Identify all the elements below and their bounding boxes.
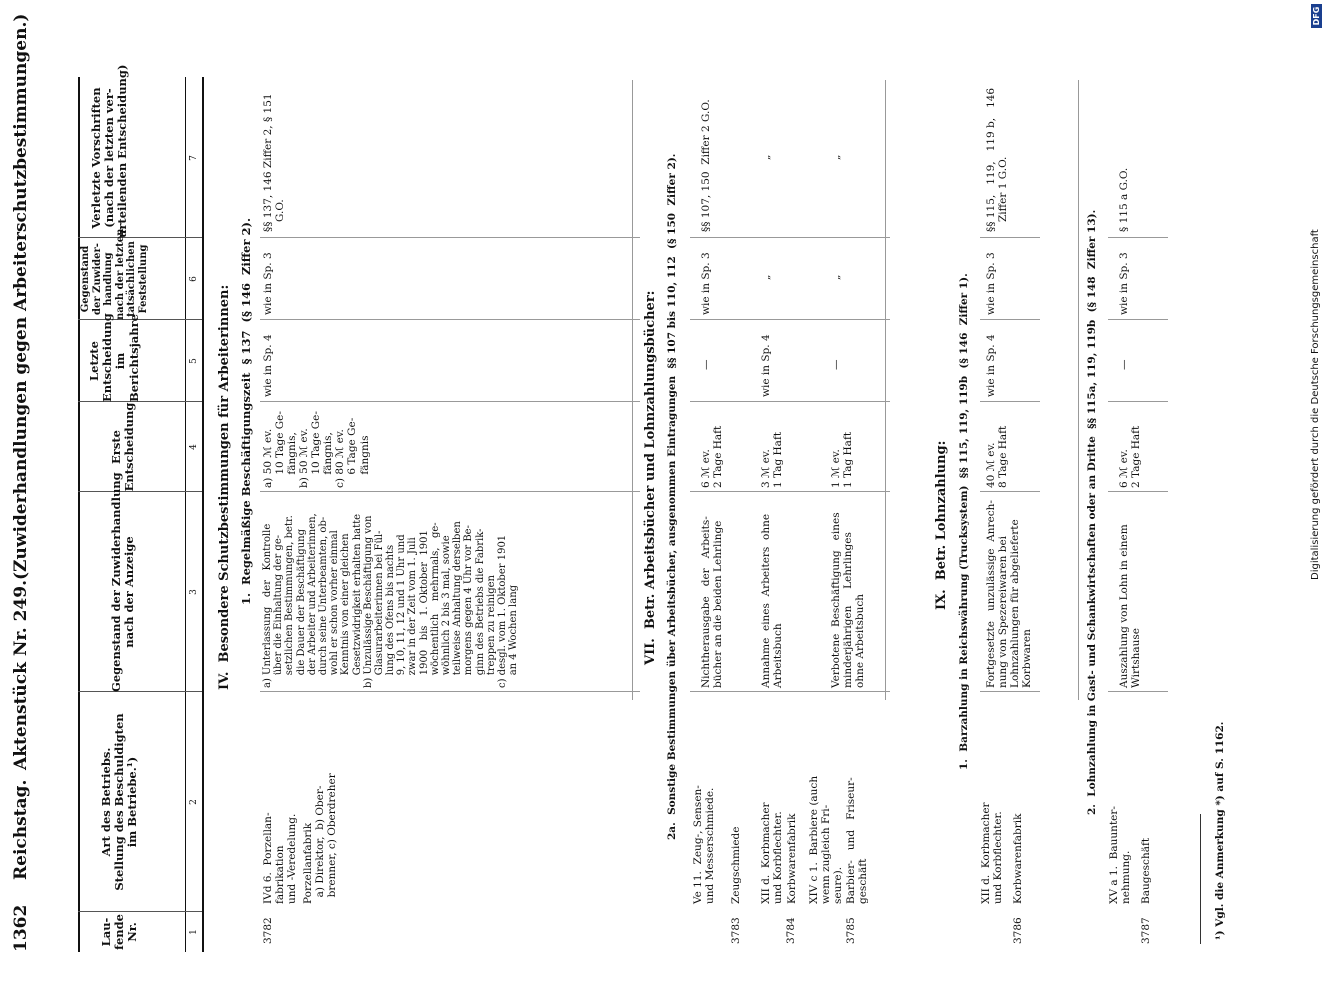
header-rule (185, 77, 186, 952)
betrieb-stellung: Korbwarenfabrik (1012, 813, 1024, 904)
col-number-4: 4 (189, 444, 199, 450)
row-number: 3783 (730, 917, 742, 944)
col-divider (260, 491, 640, 492)
betrieb-stellung: Korbwarenfabrik (786, 813, 798, 904)
row-number: 3782 (262, 917, 274, 944)
col-divider (1108, 401, 1168, 402)
section-ix-title: IX. Betr. Lohnzahlung: (934, 440, 949, 610)
first-decision: 6 ℳ ev. 2 Tage Haft (700, 425, 725, 488)
violated-provisions: „ (760, 154, 772, 160)
col-number-7: 7 (189, 155, 199, 161)
violation-description: Annahme eines Arbeiters ohne Arbeitsbuch (760, 513, 785, 688)
footnote: ¹) Vgl. die Anmerkung *) auf S. 1162. (1214, 721, 1226, 940)
betrieb-stellung: Zeugschmiede (730, 826, 742, 904)
violated-provisions: §§ 137, 146 Ziffer 2, § 151 G.O. (262, 93, 287, 232)
dfg-logo: DFG (1311, 4, 1322, 28)
violation-finding: wie in Sp. 3 (700, 252, 712, 315)
first-decision: 6 ℳ ev. 2 Tage Haft (1118, 425, 1143, 488)
document-title: Aktenstück Nr. 249. (11, 579, 31, 770)
row-number: 3784 (785, 917, 797, 944)
header-col-1: Lau- fende Nr. (99, 914, 140, 950)
section-ix-1-subtitle: 1. Barzahlung in Reichswährung (Trucksystem) §§ 115, 119, 119b (§ 146 Ziffer 1). (958, 273, 970, 770)
col-divider (690, 401, 890, 402)
betrieb-stellung: Porzellanfabrik a) Direktor, b) Ober- brenner, c) Oberdreher (302, 773, 339, 904)
row-number: 3785 (845, 917, 857, 944)
col-divider (78, 911, 202, 912)
col-divider (690, 491, 890, 492)
violated-provisions: §§ 115, 119, 119 b, 146 Ziffer 1 G.O. (985, 87, 1010, 232)
col-divider (1108, 691, 1168, 692)
col-divider (78, 491, 202, 492)
first-decision: a) 50 ℳ ev. 10 Tage Ge- fängnis, b) 50 ℳ ev. 10 Tage Ge- fängnis, c) 80 ℳ ev. 6 Tage Ge- fängnis (262, 411, 371, 488)
violation-description: Fortgesetzte unzulässige Anrech- nung von Spezereiwaren bei Lohnzahlungen für abgelieferte Korbwaren (985, 500, 1034, 688)
page-number: 1362 (11, 904, 31, 952)
col-divider (980, 491, 1040, 492)
section-vii-subtitle: 2a. Sonstige Bestimmungen über Arbeitsbücher, ausgenommen Eintragungen §§ 107 bis 110, 112 (§ 150 Ziffer 2). (666, 153, 678, 840)
industry-category: IVd 6. Porzellan- fabrikation und -Veredelung. (262, 812, 299, 904)
col-number-3: 3 (189, 589, 199, 595)
section-iv-subtitle: 1. Regelmäßige Beschäftigungszeit § 137 (§ 146 Ziffer 2). (239, 218, 253, 605)
col-divider (78, 691, 202, 692)
violation-finding: „ (760, 274, 772, 280)
violation-finding: wie in Sp. 3 (262, 252, 274, 315)
violation-finding: wie in Sp. 3 (1118, 252, 1130, 315)
violation-description: Nichtherausgabe der Arbeits- bücher an die beiden Lehrlinge (700, 516, 725, 688)
last-decision: — (830, 359, 842, 370)
footnote-rule (1200, 814, 1201, 944)
header-col-6: Gegenstand der Zuwider- handlung nach der letzten tatsächlichen Feststellung (80, 228, 149, 320)
last-decision: — (700, 359, 712, 370)
violated-provisions: „ (830, 154, 842, 160)
header-col-2: Art des Betriebs. Stellung des Beschuldigten im Betriebe.¹) (99, 713, 140, 891)
document-subtitle: (Zuwiderhandlungen gegen Arbeiterschutzbestimmungen.) (11, 13, 31, 580)
industry-category: Ve 11. Zeug-, Sensen- und Messerschmiede. (692, 785, 717, 904)
header-col-4: Erste Entscheidung (109, 402, 137, 492)
row-number: 3787 (1140, 917, 1152, 944)
col-divider (1108, 491, 1168, 492)
violated-provisions: § 115 a G.O. (1118, 167, 1130, 232)
section-ix-2-subtitle: 2. Lohnzahlung in Gast- und Schankwirtschaften oder an Dritte §§ 115a, 119, 119b (§ 148 Ziffer 13). (1086, 209, 1098, 815)
table-top-rule (78, 77, 80, 952)
violation-finding: „ (830, 274, 842, 280)
col-divider (980, 237, 1040, 238)
last-decision: wie in Sp. 4 (985, 334, 997, 397)
section-vii-title: VII. Betr. Arbeitsbücher und Lohnzahlungsbücher: (643, 290, 658, 665)
col-divider (260, 237, 640, 238)
row-rule (1078, 80, 1079, 700)
col-divider (980, 401, 1040, 402)
publication-name: Reichstag. (11, 779, 31, 880)
header-col-3: Gegenstand der Zuwiderhandlung nach der Anzeige (109, 472, 137, 692)
first-decision: 40 ℳ ev. 8 Tage Haft (985, 425, 1010, 488)
col-divider (260, 319, 640, 320)
col-divider (260, 691, 640, 692)
col-number-1: 1 (189, 929, 199, 935)
industry-category: XIV c 1. Barbiere (auch wenn zugleich Fri- seure). (808, 775, 845, 904)
col-divider (1108, 319, 1168, 320)
col-divider (1108, 237, 1168, 238)
col-divider (690, 319, 890, 320)
digitization-note: Digitalisierung gefördert durch die Deutsche Forschungsgemeinschaft (1310, 229, 1321, 580)
section-iv-title: IV. Besondere Schutzbestimmungen für Arbeiterinnen: (217, 284, 232, 690)
first-decision: 3 ℳ ev. 1 Tag Haft (760, 431, 785, 488)
betrieb-stellung: Baugeschäft (1140, 837, 1152, 904)
row-rule (885, 80, 886, 700)
col-number-2: 2 (189, 799, 199, 805)
violated-provisions: §§ 107, 150 Ziffer 2 G.O. (700, 99, 712, 232)
header-col-7: Verletzte Vorschriften (nach der letzten ver- urteilenden Entscheidung) (89, 64, 130, 238)
violation-finding: wie in Sp. 3 (985, 252, 997, 315)
header-col-5: Letzte Entscheidung im Berichtsjahre (87, 313, 141, 402)
row-number: 3786 (1012, 917, 1024, 944)
col-divider (690, 691, 890, 692)
last-decision: wie in Sp. 4 (760, 334, 772, 397)
col-divider (980, 319, 1040, 320)
industry-category: XII d. Korbmacher und Korbflechter. (980, 802, 1005, 904)
violation-description: Verbotene Beschäftigung eines minderjährigen Lehrlinges ohne Arbeitsbuch (830, 512, 867, 688)
col-divider (260, 401, 640, 402)
violation-description: Auszahlung von Lohn in einem Wirtshause (1118, 524, 1143, 688)
row-rule (632, 80, 633, 700)
col-number-5: 5 (189, 358, 199, 364)
first-decision: 1 ℳ ev. 1 Tag Haft (830, 431, 855, 488)
betrieb-stellung: Barbier- und Friseur- geschäft (845, 777, 870, 904)
industry-category: XV a 1. Bauunter- nehmung. (1108, 806, 1133, 904)
col-divider (980, 691, 1040, 692)
industry-category: XII d. Korbmacher und Korbflechter. (760, 802, 785, 904)
last-decision: wie in Sp. 4 (262, 334, 274, 397)
col-number-6: 6 (189, 276, 199, 282)
col-divider (690, 237, 890, 238)
last-decision: — (1118, 359, 1130, 370)
header-bottom-rule (202, 77, 204, 952)
violation-description: a) Unterlassung der Kontrolle über die Einhaltung der ge- setzlichen Bestimmungen, betr. die Dauer der Beschäftigung der Arbeiter und Arbeiterinnen, durch seine Unterbeamten, ob- wohl er schon vorher einmal Kenntnis von einer gleichen Gesetzwidrigkeit erhalten hatte b) Unzulässige Beschäftigung von Glasurarbeiterinnen bei Fül- lung des Ofens bis nachts 9, 10, 11, 12 und 1 Uhr und zwar in der Zeit vom 1. Juli 1900 bis 1. Oktober 1901 wöchentlich mehrmals, ge- wöhnlich 2 bis 3 mal, sowie teilweise Anhaltung derselben morgens gegen 4 Uhr vor Be- ginn des Betriebs die Fabrik- treppen zu reinigen c) desgl. vom 1. Oktober 1901 an 4 Wochen lang (262, 513, 520, 688)
